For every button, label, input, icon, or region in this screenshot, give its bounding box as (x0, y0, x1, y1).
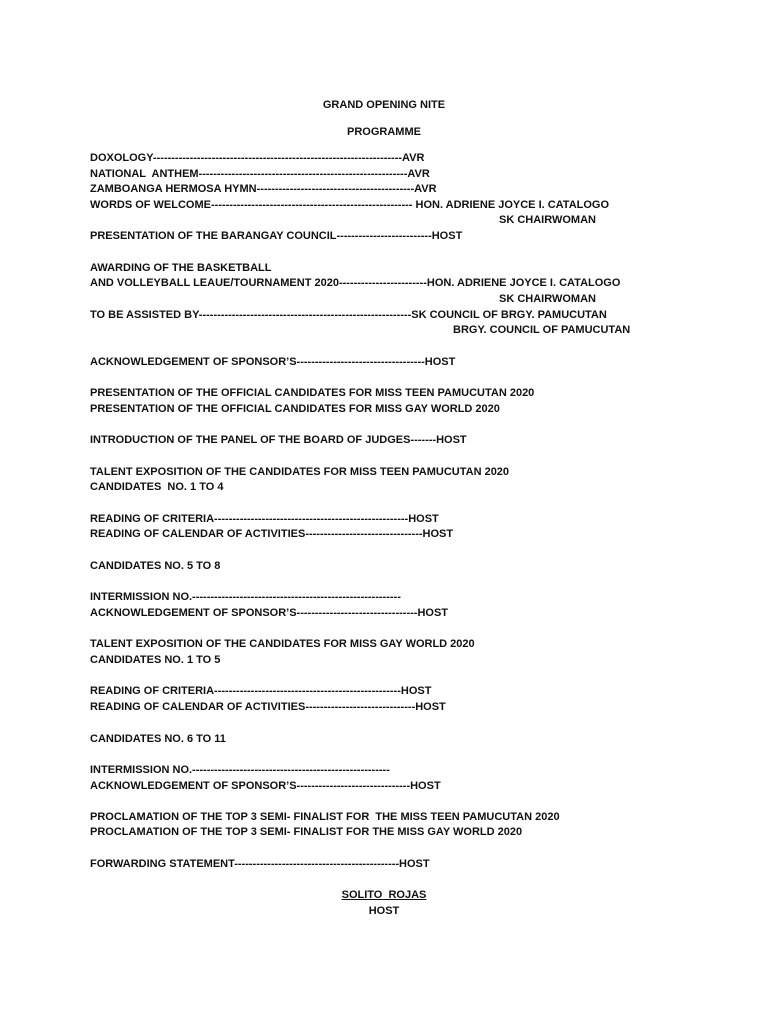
program-item-gay-candidates-1-5: CANDIDATES NO. 1 TO 5 (90, 654, 221, 666)
program-item-intermission-2: INTERMISSION NO.------------------------------------------------------ (90, 764, 390, 776)
program-item-forwarding: FORWARDING STATEMENT---------------------------------------------HOST (90, 858, 430, 870)
program-item-gay-candidates-6-11: CANDIDATES NO. 6 TO 11 (90, 733, 226, 745)
program-item-talent-teen: TALENT EXPOSITION OF THE CANDIDATES FOR MISS TEEN PAMUCUTAN 2020 (90, 466, 510, 478)
program-item-calendar-2: READING OF CALENDAR OF ACTIVITIES------------------------------HOST (90, 701, 446, 713)
program-item-hymn: ZAMBOANGA HERMOSA HYMN-------------------------------------------AVR (90, 183, 437, 195)
program-item-criteria-1: READING OF CRITERIA-----------------------------------------------------HOST (90, 513, 439, 525)
program-item-candidates-teen: PRESENTATION OF THE OFFICIAL CANDIDATES FOR MISS TEEN PAMUCUTAN 2020 (90, 387, 535, 399)
program-item-sponsors-1: ACKNOWLEDGEMENT OF SPONSOR’S-----------------------------------HOST (90, 356, 456, 368)
program-item-teen-candidates-5-8: CANDIDATES NO. 5 TO 8 (90, 560, 221, 572)
program-item-sponsors-3: ACKNOWLEDGEMENT OF SPONSOR’S-------------------------------HOST (90, 780, 441, 792)
document-subtitle: PROGRAMME (347, 126, 421, 138)
program-item-awarding-2: AND VOLLEYBALL LEAUE/TOURNAMENT 2020------------------------HON. ADRIENE JOYCE I. CATALOGO (90, 277, 621, 289)
document-title: GRAND OPENING NITE (322, 99, 446, 111)
program-item-intermission-1: INTERMISSION NO.--------------------------------------------------------- (90, 591, 401, 603)
program-item-national-anthem: NATIONAL ANTHEM---------------------------------------------------------AVR (90, 168, 430, 180)
signature-name: SOLITO ROJAS (341, 889, 427, 901)
program-item-proclamation-teen: PROCLAMATION OF THE TOP 3 SEMI- FINALIST FOR THE MISS TEEN PAMUCUTAN 2020 (90, 811, 560, 823)
program-item-doxology: DOXOLOGY--------------------------------------------------------------------AVR (90, 152, 425, 164)
program-item-assisted-by: TO BE ASSISTED BY----------------------------------------------------------SK COUNCIL OF BRGY. PAMUCUTAN (90, 309, 607, 321)
program-item-judges: INTRODUCTION OF THE PANEL OF THE BOARD OF JUDGES-------HOST (90, 434, 467, 446)
program-item-welcome: WORDS OF WELCOME------------------------------------------------------- HON. ADRIENE JOYCE I. CATALOGO (90, 199, 610, 211)
program-item-awarding-1: AWARDING OF THE BASKETBALL (90, 262, 272, 274)
program-item-proclamation-gay: PROCLAMATION OF THE TOP 3 SEMI- FINALIST FOR THE MISS GAY WORLD 2020 (90, 826, 523, 838)
program-item-teen-candidates-1-4: CANDIDATES NO. 1 TO 4 (90, 481, 224, 493)
program-item-assisted-by-2: BRGY. COUNCIL OF PAMUCUTAN (453, 324, 631, 336)
program-item-barangay-council: PRESENTATION OF THE BARANGAY COUNCIL--------------------------HOST (90, 230, 463, 242)
signature-role: HOST (368, 905, 400, 917)
program-item-welcome-role: SK CHAIRWOMAN (499, 214, 596, 226)
program-item-candidates-gay: PRESENTATION OF THE OFFICIAL CANDIDATES FOR MISS GAY WORLD 2020 (90, 403, 500, 415)
program-item-calendar-1: READING OF CALENDAR OF ACTIVITIES--------------------------------HOST (90, 528, 454, 540)
program-item-awarding-role: SK CHAIRWOMAN (499, 293, 596, 305)
program-item-criteria-2: READING OF CRITERIA---------------------------------------------------HOST (90, 685, 432, 697)
program-item-sponsors-2: ACKNOWLEDGEMENT OF SPONSOR’S---------------------------------HOST (90, 607, 448, 619)
program-item-talent-gay: TALENT EXPOSITION OF THE CANDIDATES FOR MISS GAY WORLD 2020 (90, 638, 475, 650)
